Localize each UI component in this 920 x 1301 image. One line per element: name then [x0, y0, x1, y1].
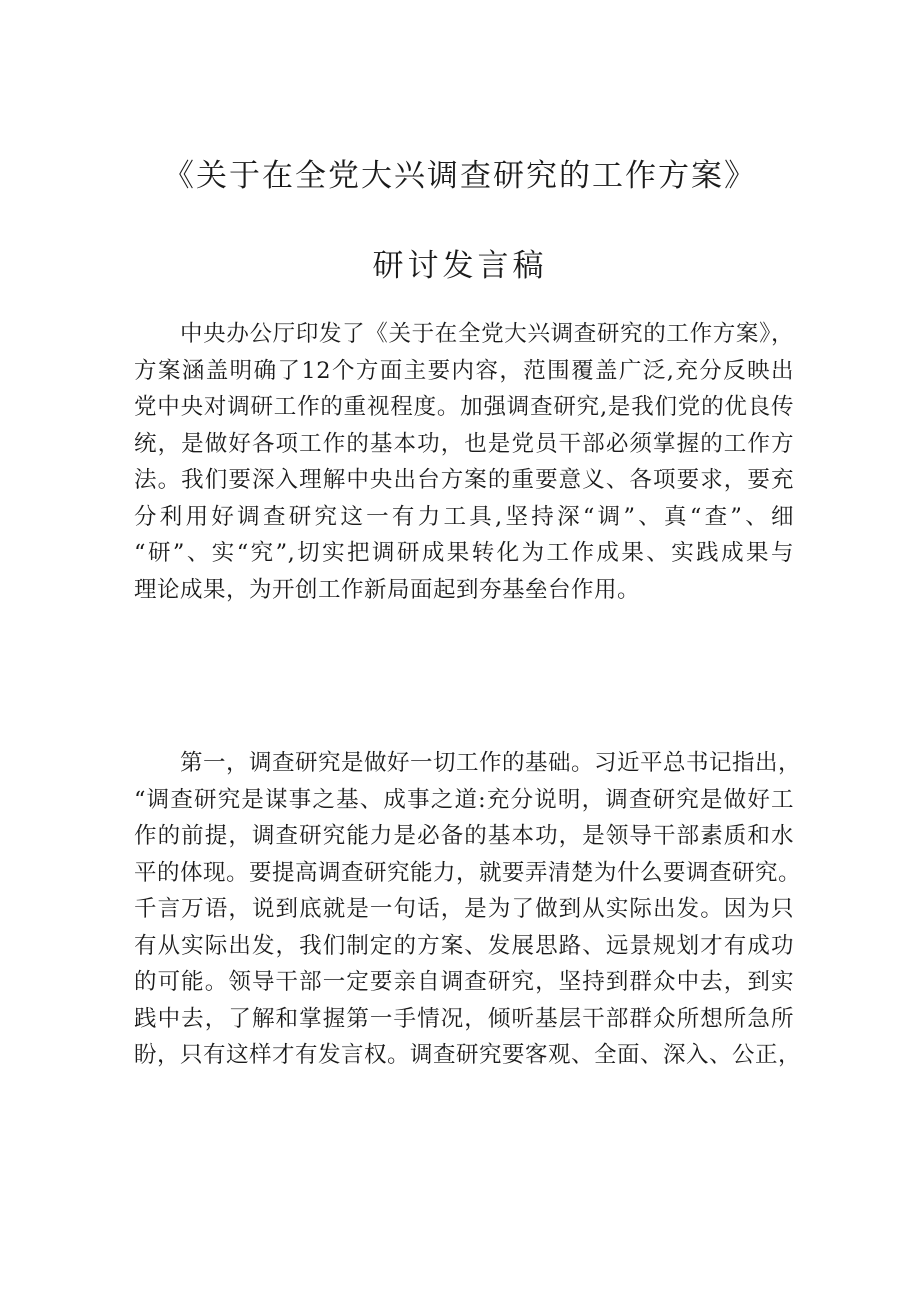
paragraph-line: 统，是做好各项工作的基本功，也是党员干部必须掌握的工作方 — [134, 430, 794, 457]
paragraph-line: 盼，只有这样才有发言权。调查研究要客观、全面、深入、公正， — [134, 1042, 802, 1068]
paragraph-line: “调查研究是谋事之基、成事之道:充分说明，调查研究是做好工 — [134, 786, 794, 813]
paragraph-line: 中央办公厅印发了《关于在全党大兴调查研究的工作方案》， — [180, 321, 794, 347]
paragraph-line: 理论成果，为开创工作新局面起到夯基垒台作用。 — [134, 576, 641, 603]
paragraph-line: 法。我们要深入理解中央出台方案的重要意义、各项要求，要充 — [134, 467, 794, 493]
paragraph-line: 千言万语，说到底就是一句话，是为了做到从实际出发。因为只 — [134, 896, 794, 922]
paragraph-line: 的可能。领导干部一定要亲自调查研究，坚持到群众中去，到实 — [134, 969, 794, 995]
paragraph-line: 分利用好调查研究这一有力工具,坚持深“调”、真“查”、细 — [134, 503, 794, 530]
paragraph-line: “研”、实“究”,切实把调研成果转化为工作成果、实践成果与 — [134, 540, 794, 566]
paragraph-line: 第一，调查研究是做好一切工作的基础。习近平总书记指出， — [180, 750, 802, 776]
paragraph-line: 方案涵盖明确了12个方面主要内容，范围覆盖广泛,充分反映出 — [134, 357, 794, 384]
paragraph-line: 平的体现。要提高调查研究能力，就要弄清楚为什么要调查研究。 — [134, 859, 802, 886]
paragraph-line: 践中去，了解和掌握第一手情况，倾听基层干部群众所想所急所 — [134, 1005, 794, 1032]
paragraph-line: 党中央对调研工作的重视程度。加强调查研究,是我们党的优良传 — [134, 394, 794, 420]
paragraph-first-point — [134, 745, 802, 1074]
paragraph-line: 有从实际出发，我们制定的方案、发展思路、远景规划才有成功 — [134, 932, 794, 959]
document-subtitle: 研讨发言稿 — [372, 248, 548, 284]
paragraph-intro — [134, 316, 794, 608]
document-title: 《关于在全党大兴调查研究的工作方案》 — [163, 158, 757, 194]
paragraph-line: 作的前提，调查研究能力是必备的基本功，是领导干部素质和水 — [134, 823, 794, 849]
